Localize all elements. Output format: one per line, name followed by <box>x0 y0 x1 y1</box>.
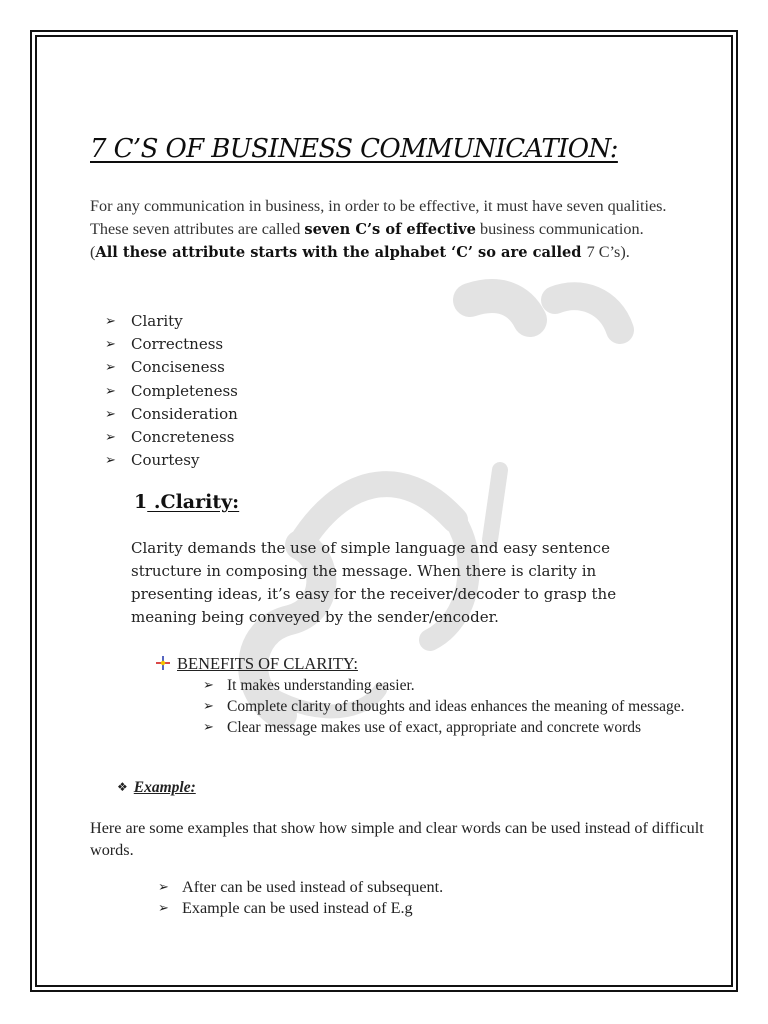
arrowhead-icon: ➢ <box>105 337 116 353</box>
arrowhead-icon: ➢ <box>203 720 214 735</box>
list-item: ➢ After can be used instead of subsequent. <box>158 878 444 896</box>
pin-icon <box>155 656 171 670</box>
list-item: ➢ Clear message makes use of exact, appropriate and concrete words <box>203 719 642 736</box>
list-item: ➢ Conciseness <box>105 356 405 379</box>
arrowhead-icon: ➢ <box>105 453 116 469</box>
arrowhead-icon: ➢ <box>203 699 214 714</box>
list-item: ➢ Consideration <box>105 403 405 426</box>
section-heading-clarity: 1 .Clarity: <box>134 491 240 513</box>
arrowhead-icon: ➢ <box>105 314 116 329</box>
arrowhead-icon: ➢ <box>105 406 116 422</box>
four-diamond-icon: ❖ <box>117 780 128 794</box>
arrowhead-icon: ➢ <box>105 360 116 376</box>
list-item: ➢ Example can be used instead of E.g <box>158 899 413 917</box>
arrowhead-icon: ➢ <box>158 901 169 916</box>
list-item: ➢ Correctness <box>105 333 405 356</box>
list-item: ➢ Concreteness <box>105 426 405 449</box>
list-item: ➢ It makes understanding easier. <box>203 677 415 694</box>
list-item: ➢ Completeness <box>105 380 405 403</box>
list-item: ➢ Complete clarity of thoughts and ideas enhances the meaning of message. <box>203 698 685 715</box>
example-intro-paragraph: Here are some examples that show how simple and clear words can be used instead of difficult words. <box>90 819 704 859</box>
arrowhead-icon: ➢ <box>105 430 116 446</box>
seven-cs-list <box>105 310 405 472</box>
clarity-paragraph: Clarity demands the use of simple language and easy sentence structure in composing the message. When there is clarity in presenting ideas, it’s easy for the receiver/decoder to grasp the meaning being conveyed by the sender/encoder. <box>131 539 617 626</box>
arrowhead-icon: ➢ <box>203 678 214 693</box>
intro-paragraph: For any communication in business, in order to be effective, it must have seven qualities. These seven attributes are called seven C’s of effective business communication. (All these attribute starts with the alphabet ‘C’ so are called 7 C’s). <box>90 197 667 261</box>
benefits-heading: BENEFITS OF CLARITY: <box>155 654 358 674</box>
document-title: 7 C’S OF BUSINESS COMMUNICATION: <box>90 134 618 164</box>
list-item: ➢ Courtesy <box>105 449 405 472</box>
examples-list <box>158 877 558 919</box>
list-item: ➢ Clarity <box>105 310 405 333</box>
benefits-list <box>203 675 693 738</box>
arrowhead-icon: ➢ <box>158 880 169 895</box>
arrowhead-icon: ➢ <box>105 383 116 399</box>
example-label: ❖ Example: <box>117 779 196 796</box>
